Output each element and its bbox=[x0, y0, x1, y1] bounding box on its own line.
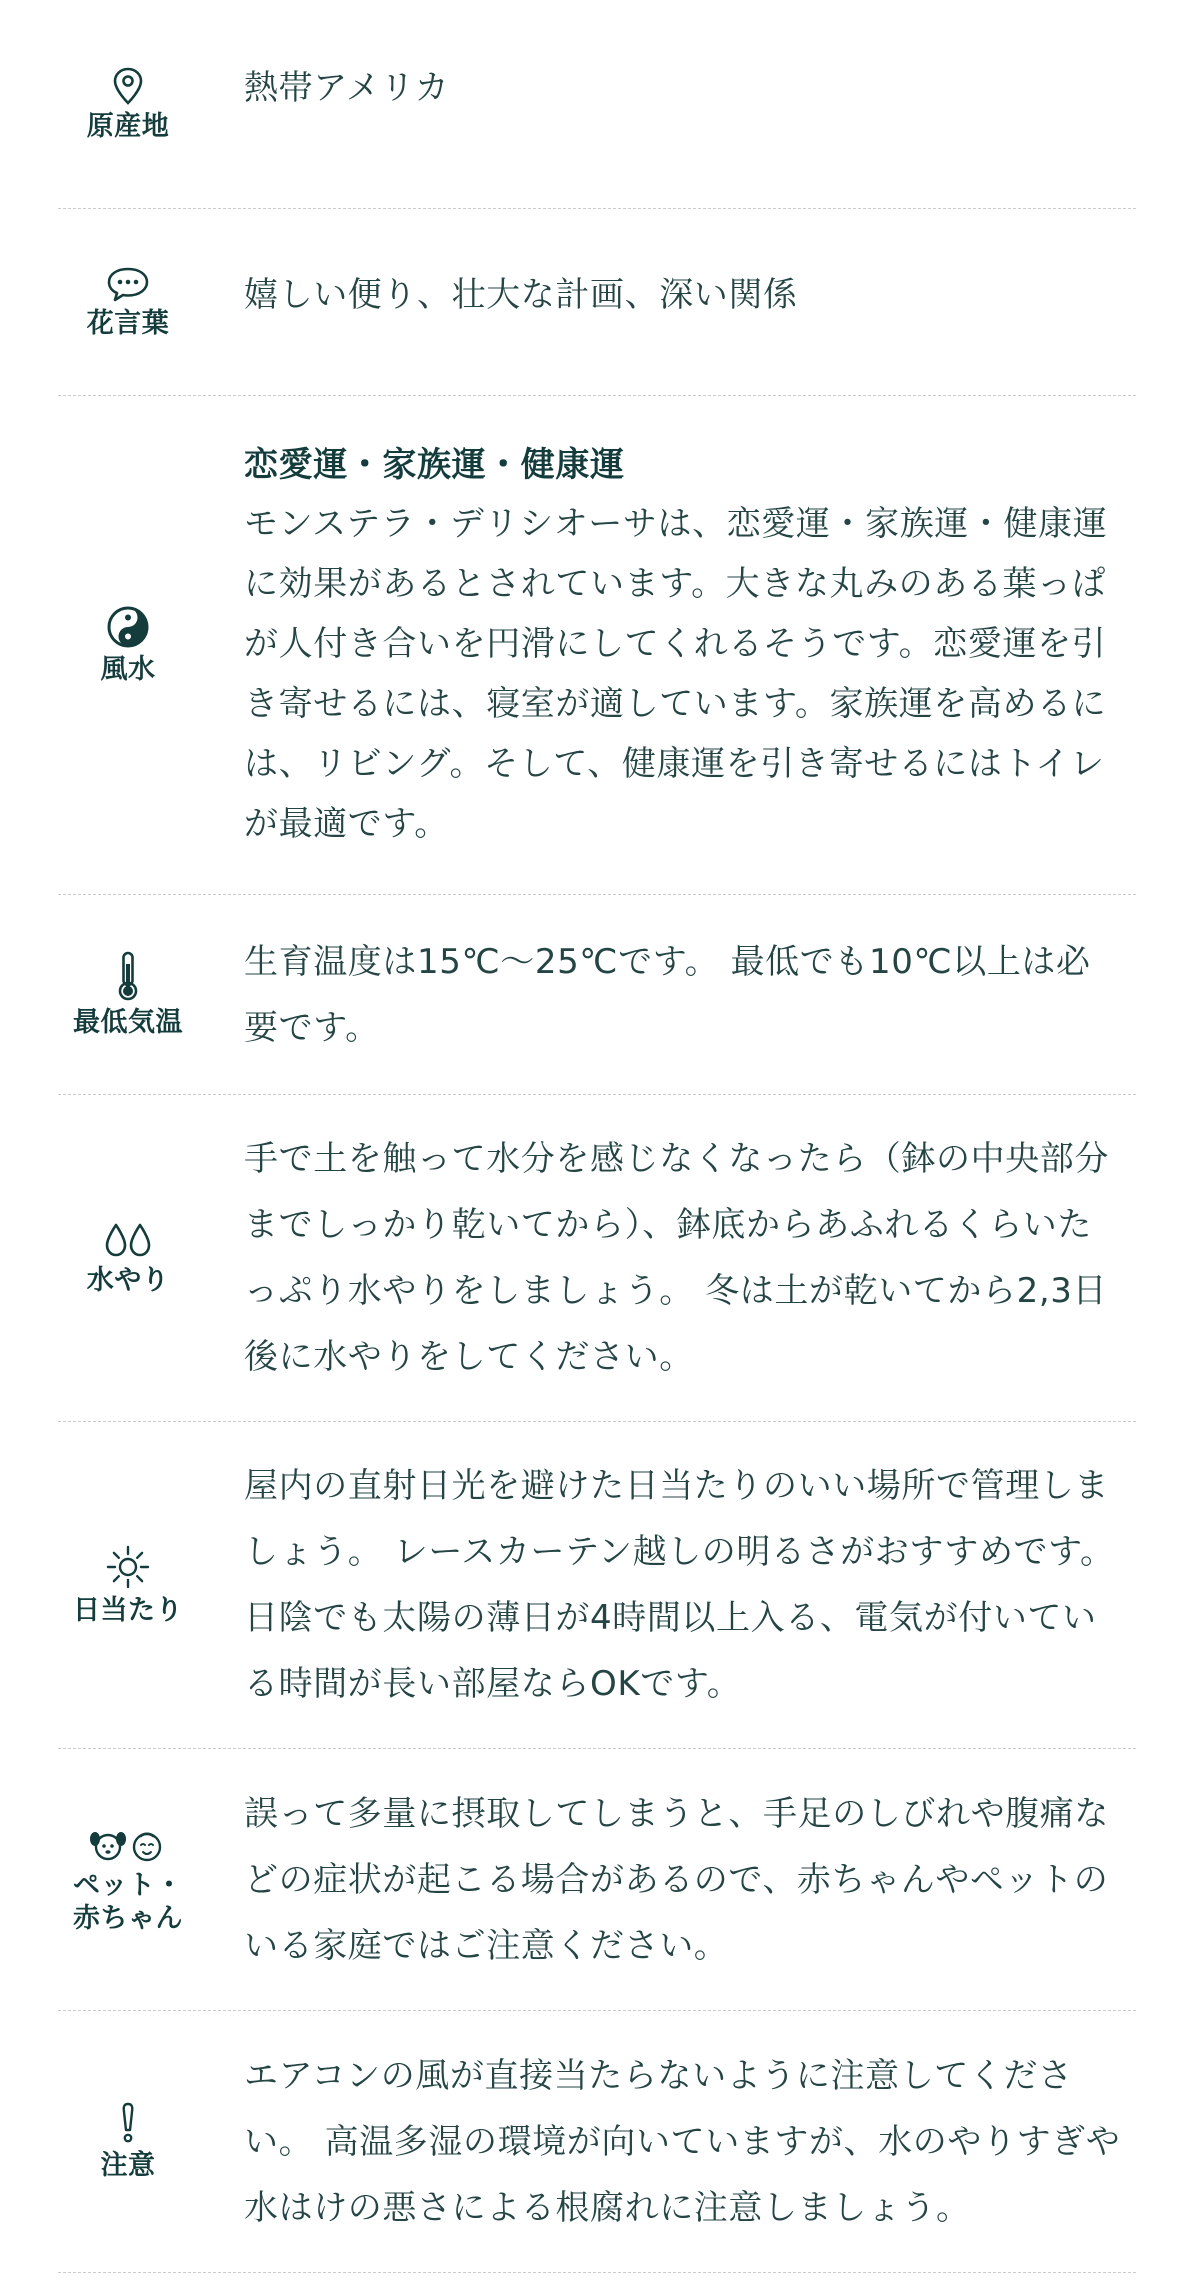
info-text: 生育温度は15℃～25℃です。 最低でも10℃以上は必要です。 bbox=[244, 941, 1091, 1048]
info-text: 屋内の直射日光を避けた日当たりのいい場所で管理しましょう。 レースカーテン越しの明るさがおすすめです。 日陰でも太陽の薄日が4時間以上入る、電気が付いている時間が長い部屋ならOKです。 bbox=[244, 1466, 1115, 1704]
info-label-column bbox=[58, 66, 198, 143]
info-label-column bbox=[58, 2101, 198, 2182]
info-row-sunlight bbox=[58, 1422, 1136, 1749]
info-text-column bbox=[198, 2043, 1136, 2241]
info-label-column bbox=[58, 1825, 198, 1935]
info-label: 最低気温 bbox=[73, 1007, 183, 1038]
info-text-column bbox=[198, 276, 1136, 328]
info-row-watering bbox=[58, 1095, 1136, 1422]
info-text: 手で土を触って水分を感じなくなったら（鉢の中央部分までしっかり乾いてから）、鉢底からあふれるくらいたっぷり水やりをしましょう。 冬は土が乾いてから2,3日後に水やりをしてください。 bbox=[244, 1139, 1109, 1377]
info-text-column bbox=[198, 1126, 1136, 1390]
info-heading: 恋愛運・家族運・健康運 bbox=[244, 445, 625, 485]
info-text-column bbox=[198, 1453, 1136, 1717]
info-text-column bbox=[198, 67, 1136, 121]
info-text: 熱帯アメリカ bbox=[244, 67, 450, 108]
info-label: 風水 bbox=[100, 653, 156, 685]
info-text-column bbox=[198, 1781, 1136, 1979]
info-label-line: ペット・ bbox=[73, 1869, 183, 1901]
water-drops-icon bbox=[102, 1220, 154, 1260]
thermometer-icon bbox=[115, 950, 141, 1002]
info-row-min-temperature bbox=[58, 895, 1136, 1095]
info-label: 日当たり bbox=[73, 1594, 183, 1626]
info-row-caution bbox=[58, 2011, 1136, 2273]
info-text: エアコンの風が直接当たらないように注意してください。 高温多湿の環境が向いていますが、水のやりすぎや水はけの悪さによる根腐れに注意しましょう。 bbox=[244, 2055, 1121, 2228]
info-label bbox=[73, 1869, 183, 1935]
info-row-flower-language bbox=[58, 209, 1136, 396]
info-label: 花言葉 bbox=[86, 307, 170, 339]
info-row-feng-shui bbox=[58, 396, 1136, 895]
info-label-column bbox=[58, 605, 198, 686]
info-text: モンステラ・デリシオーサは、恋愛運・家族運・健康運に効果があるとされています。大きな丸みのある葉っぱが人付き合いを円滑にしてくれるそうです。恋愛運を引き寄せるには、寝室が適しています。家族運を高めるには、リビング。そして、健康運を引き寄せるにはトイレが最適です。 bbox=[244, 504, 1108, 844]
info-label-line: 赤ちゃん bbox=[73, 1902, 183, 1934]
info-text-column bbox=[198, 436, 1136, 854]
info-label-column bbox=[58, 265, 198, 340]
pet-baby-icon bbox=[86, 1825, 170, 1865]
yin-yang-icon bbox=[106, 605, 150, 649]
info-label-column bbox=[58, 1544, 198, 1627]
speech-bubble-icon bbox=[104, 265, 152, 303]
exclamation-icon bbox=[118, 2101, 138, 2145]
info-label: 水やり bbox=[86, 1264, 170, 1296]
info-row-origin bbox=[58, 0, 1136, 209]
location-pin-icon bbox=[110, 66, 146, 106]
info-row-pet-baby bbox=[58, 1749, 1136, 2011]
info-text: 嬉しい便り、壮大な計画、深い関係 bbox=[244, 275, 798, 315]
info-label: 原産地 bbox=[86, 110, 170, 142]
info-text: 誤って多量に摂取してしまうと、手足のしびれや腹痛などの症状が起こる場合があるので、赤ちゃんやペットのいる家庭ではご注意ください。 bbox=[244, 1793, 1109, 1966]
info-label: 注意 bbox=[100, 2150, 156, 2181]
sun-icon bbox=[105, 1544, 151, 1590]
info-label-column bbox=[58, 950, 198, 1039]
info-text-column bbox=[198, 929, 1136, 1061]
info-label-column bbox=[58, 1220, 198, 1297]
